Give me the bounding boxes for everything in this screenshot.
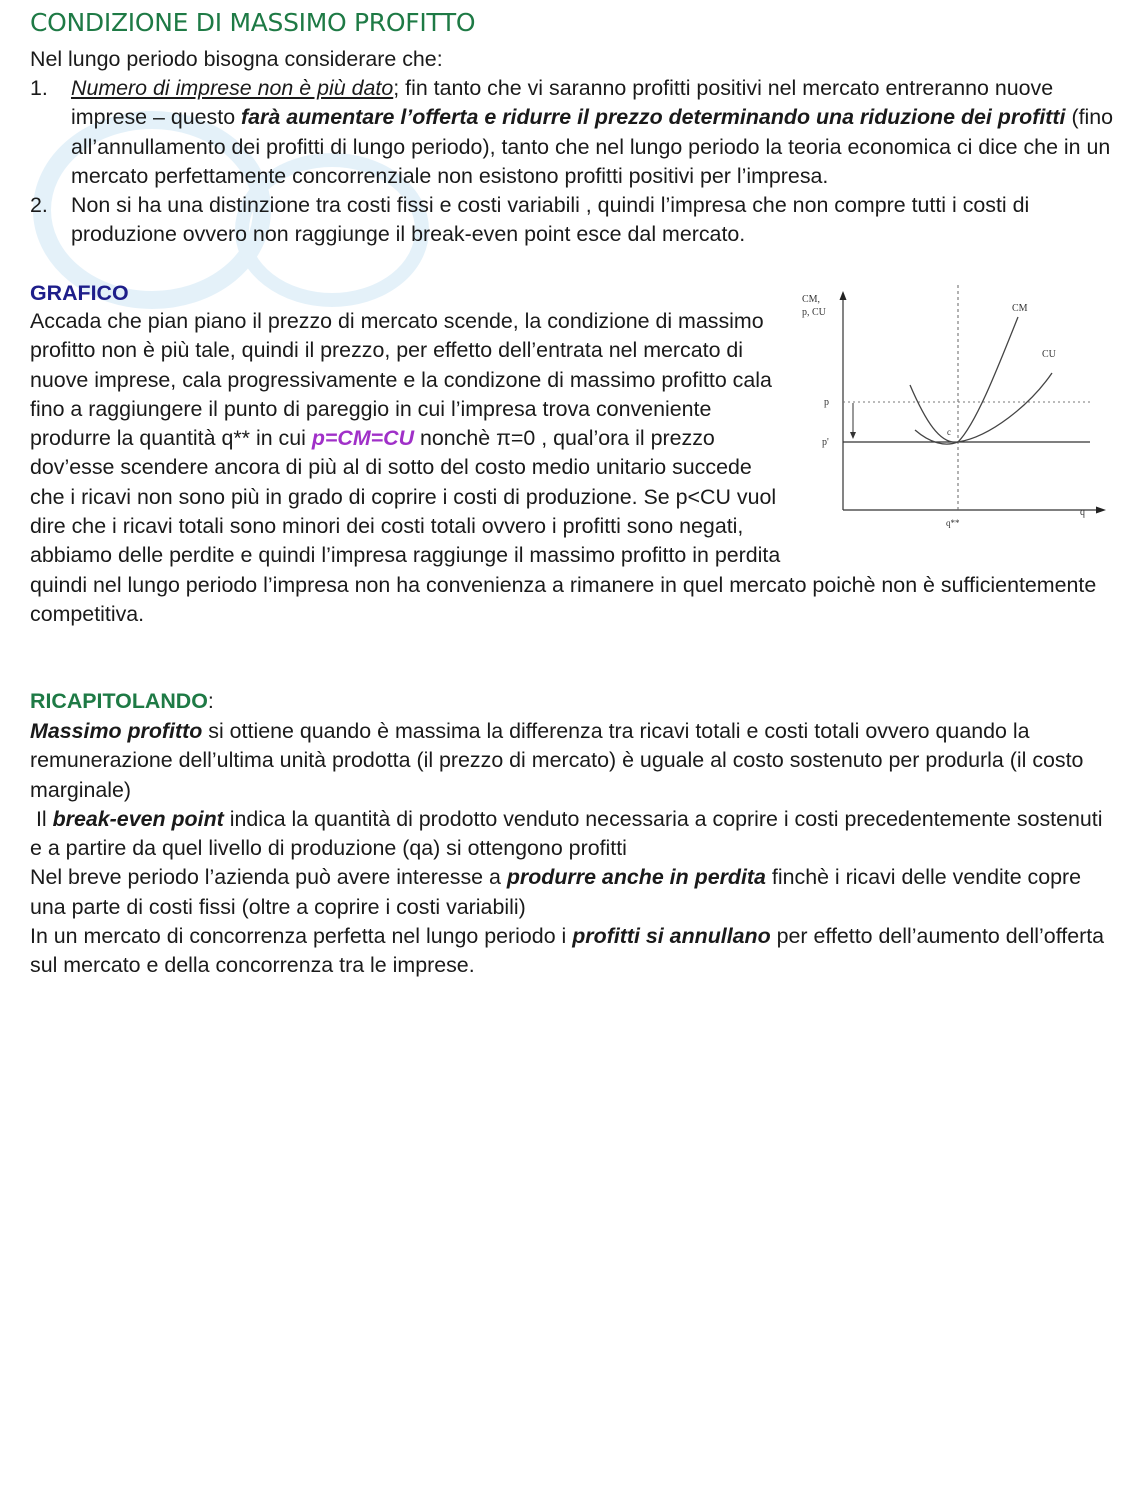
recap-text: per effetto dell’aumento dell’offerta sul mercato e della concorrenza tra le imprese. <box>30 924 1105 978</box>
list-text: Non si ha una distinzione tra costi fissi e costi variabili , quindi l’impresa che non compre tutti i costi di produzione ovvero non raggiunge il break-even point esce dal mercato. <box>71 193 1030 247</box>
grafico-paragraph <box>30 294 1120 629</box>
section-heading-grafico: GRAFICO <box>30 281 129 305</box>
list-number: 1. <box>30 76 48 100</box>
list-item <box>30 74 1120 191</box>
recap-heading: RICAPITOLANDO <box>30 689 208 713</box>
section-heading-ricapitolando <box>30 687 214 716</box>
recap-paragraph <box>30 717 1120 805</box>
x-axis-label: q <box>1080 507 1085 518</box>
cost-curves-chart <box>790 285 1120 542</box>
cu-curve <box>910 373 1052 442</box>
grafico-text: nonchè π=0 , qual’ora il prezzo dov’esse scendere ancora di più al di sotto del costo medio unitario succede che i ricavi non sono più in grado di coprire i costi di produzione. Se p<CU vuol dire che i ricavi totali sono minori dei costi totali ovvero i profitti sono negati, abbiamo delle perdite e quindi l’impresa raggiunge il massimo profitto in perdita quindi nel lungo periodo l’impresa non ha convenienza a rimanere in quel mercato poichè non è sufficientemente competitiva. <box>30 426 1097 626</box>
bold-emphasis: profitti si annullano <box>572 924 771 949</box>
list-item <box>30 191 1120 250</box>
price-p-label: p <box>824 397 829 408</box>
y-axis-label: CM, <box>802 294 821 305</box>
recap-block <box>30 717 1120 981</box>
underlined-text: Numero di imprese non è più dato <box>71 76 394 100</box>
recap-text: finchè i ricavi delle vendite copre una parte di costi fissi (oltre a coprire i costi variabili) <box>30 865 1082 919</box>
recap-text: si ottiene quando è massima la differenza tra ricavi totali e costi totali ovvero quando la remunerazione dell’ultima unità prodotta (il prezzo di mercato) è uguale al costo sostenuto per produrla (il costo marginale) <box>30 719 1084 802</box>
grafico-text: Accada che pian piano il prezzo di mercato scende, la condizione di massimo profitto non è più tale, quindi il prezzo, per effetto dell’entrata nel mercato di nuove imprese, cala progressivamente e la condizone di massimo profitto cala fino a raggiungere il punto di pareggio in cui l’impresa trova conveniente produrre la quantità q** in cui <box>30 309 772 451</box>
recap-text: Nel breve periodo l’azienda può avere interesse a <box>30 865 507 890</box>
list-number: 2. <box>30 193 48 218</box>
bold-emphasis: produrre anche in perdita <box>506 865 766 890</box>
bold-emphasis: Massimo profitto <box>30 719 203 743</box>
q-star-label: q** <box>946 518 960 528</box>
price-drop-arrowhead <box>850 432 856 439</box>
y-axis-arrow <box>840 291 847 300</box>
recap-paragraph <box>30 863 1120 922</box>
recap-paragraph <box>30 922 1120 981</box>
heading-colon: : <box>207 689 214 713</box>
page-title: CONDIZIONE DI MASSIMO PROFITTO <box>30 8 476 37</box>
cm-label: CM <box>1012 303 1028 314</box>
numbered-list <box>30 74 1120 250</box>
recap-text: Il <box>30 806 53 831</box>
x-axis-arrow <box>1096 507 1106 514</box>
y-axis-label: p, CU <box>802 307 826 318</box>
list-text: ; fin tanto che vi saranno profitti positivi nel mercato entreranno nuove imprese – questo <box>71 76 1054 130</box>
cu-label: CU <box>1042 349 1056 360</box>
price-p-prime-label: p' <box>822 437 829 448</box>
equation-highlight: p=CM=CU <box>311 426 415 451</box>
intro-text: Nel lungo periodo bisogna considerare che: <box>30 47 443 71</box>
recap-text: indica la quantità di prodotto venduto necessaria a coprire i costi precedentemente sostenuti e a partire da quel livello di produzione (qa) si ottengono profitti <box>30 806 1103 861</box>
recap-paragraph <box>30 805 1120 864</box>
bold-emphasis: farà aumentare l’offerta e ridurre il prezzo determinando una riduzione dei profitti <box>241 105 1066 130</box>
list-text: (fino all’annullamento dei profitti di lungo periodo), tanto che nel lungo periodo la teoria economica ci dice che in un mercato perfettamente concorrenziale non esistono profitti positivi per l’impresa. <box>71 105 1114 188</box>
recap-text: In un mercato di concorrenza perfetta nel lungo periodo i <box>30 924 573 949</box>
point-c-label: c <box>947 427 951 437</box>
bold-emphasis: break-even point <box>52 806 224 831</box>
